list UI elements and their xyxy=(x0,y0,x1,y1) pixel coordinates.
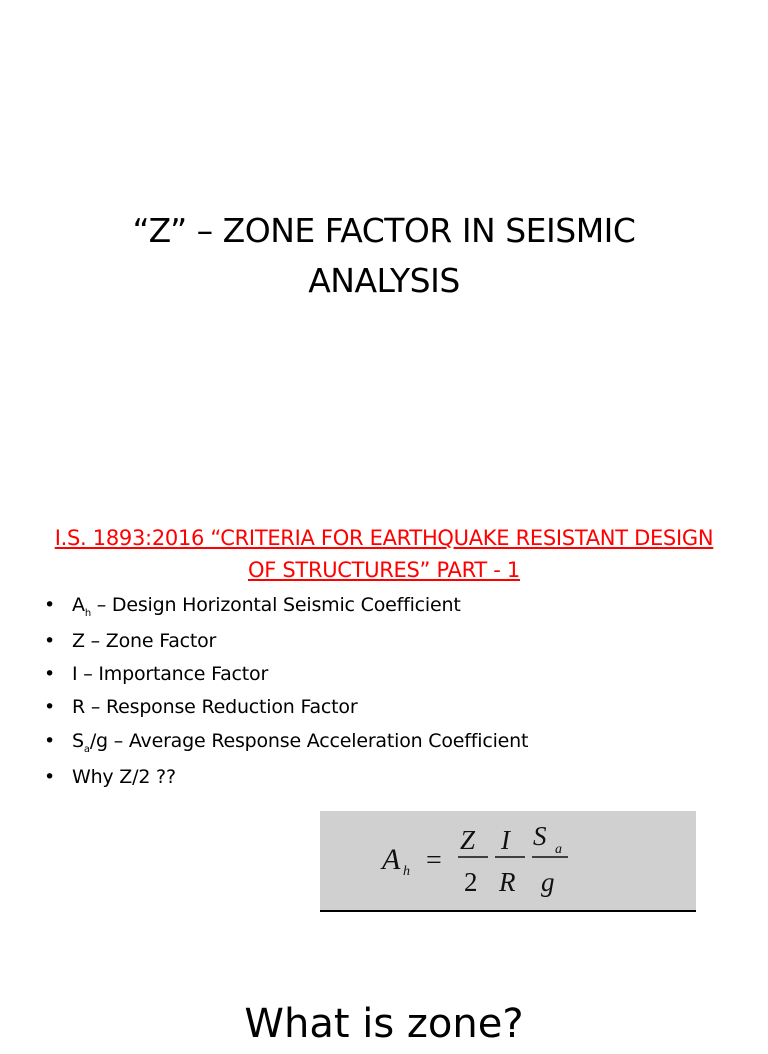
slide-title-line-1: “Z” – ZONE FACTOR IN SEISMIC xyxy=(132,211,636,250)
formula-g: g xyxy=(541,867,555,897)
bullet-icon: • xyxy=(44,766,56,788)
list-item xyxy=(44,729,528,753)
formula-image xyxy=(320,811,696,912)
bullet-icon: • xyxy=(44,594,56,616)
formula-r: R xyxy=(499,867,516,897)
list-item-text: Why Z/2 ?? xyxy=(72,766,176,788)
formula-equals: = xyxy=(426,845,442,876)
formula-z: Z xyxy=(460,825,476,855)
formula-s-subscript: a xyxy=(555,842,562,857)
bullet-icon: • xyxy=(44,730,56,752)
slide-title-line-2: ANALYSIS xyxy=(308,261,460,300)
standard-reference-line-2: OF STRUCTURES” PART - 1 xyxy=(248,558,520,582)
list-item-subscript: h xyxy=(84,608,91,619)
list-item-subscript: a xyxy=(83,744,90,755)
list-item-rest: – Design Horizontal Seismic Coefficient xyxy=(90,594,461,616)
formula-equation xyxy=(320,811,696,910)
list-item-text: R – Response Reduction Factor xyxy=(72,696,358,718)
list-item-text: Z – Zone Factor xyxy=(72,630,217,652)
list-item-text: A xyxy=(72,594,85,616)
slide-title xyxy=(0,206,768,306)
formula-i: I xyxy=(501,825,510,855)
formula-lhs: A xyxy=(382,843,401,876)
list-item-text: I – Importance Factor xyxy=(72,663,269,685)
bullet-icon: • xyxy=(44,630,56,652)
list-item xyxy=(44,593,528,617)
list-item xyxy=(44,695,528,719)
bullet-icon: • xyxy=(44,663,56,685)
list-item-rest: /g – Average Response Acceleration Coefficient xyxy=(89,730,529,752)
standard-reference-line-1: I.S. 1893:2016 “CRITERIA FOR EARTHQUAKE RESISTANT DESIGN xyxy=(54,526,714,550)
formula-two: 2 xyxy=(464,867,478,897)
list-item xyxy=(44,629,528,653)
definition-list xyxy=(44,589,529,788)
standard-reference xyxy=(20,522,748,586)
bullet-icon: • xyxy=(44,696,56,718)
list-item-text: S xyxy=(72,730,84,752)
list-item xyxy=(44,662,528,686)
formula-s: S xyxy=(533,821,547,851)
formula-lhs-subscript: h xyxy=(403,864,410,879)
list-item xyxy=(44,765,528,789)
next-slide-title: What is zone? xyxy=(244,1001,524,1047)
